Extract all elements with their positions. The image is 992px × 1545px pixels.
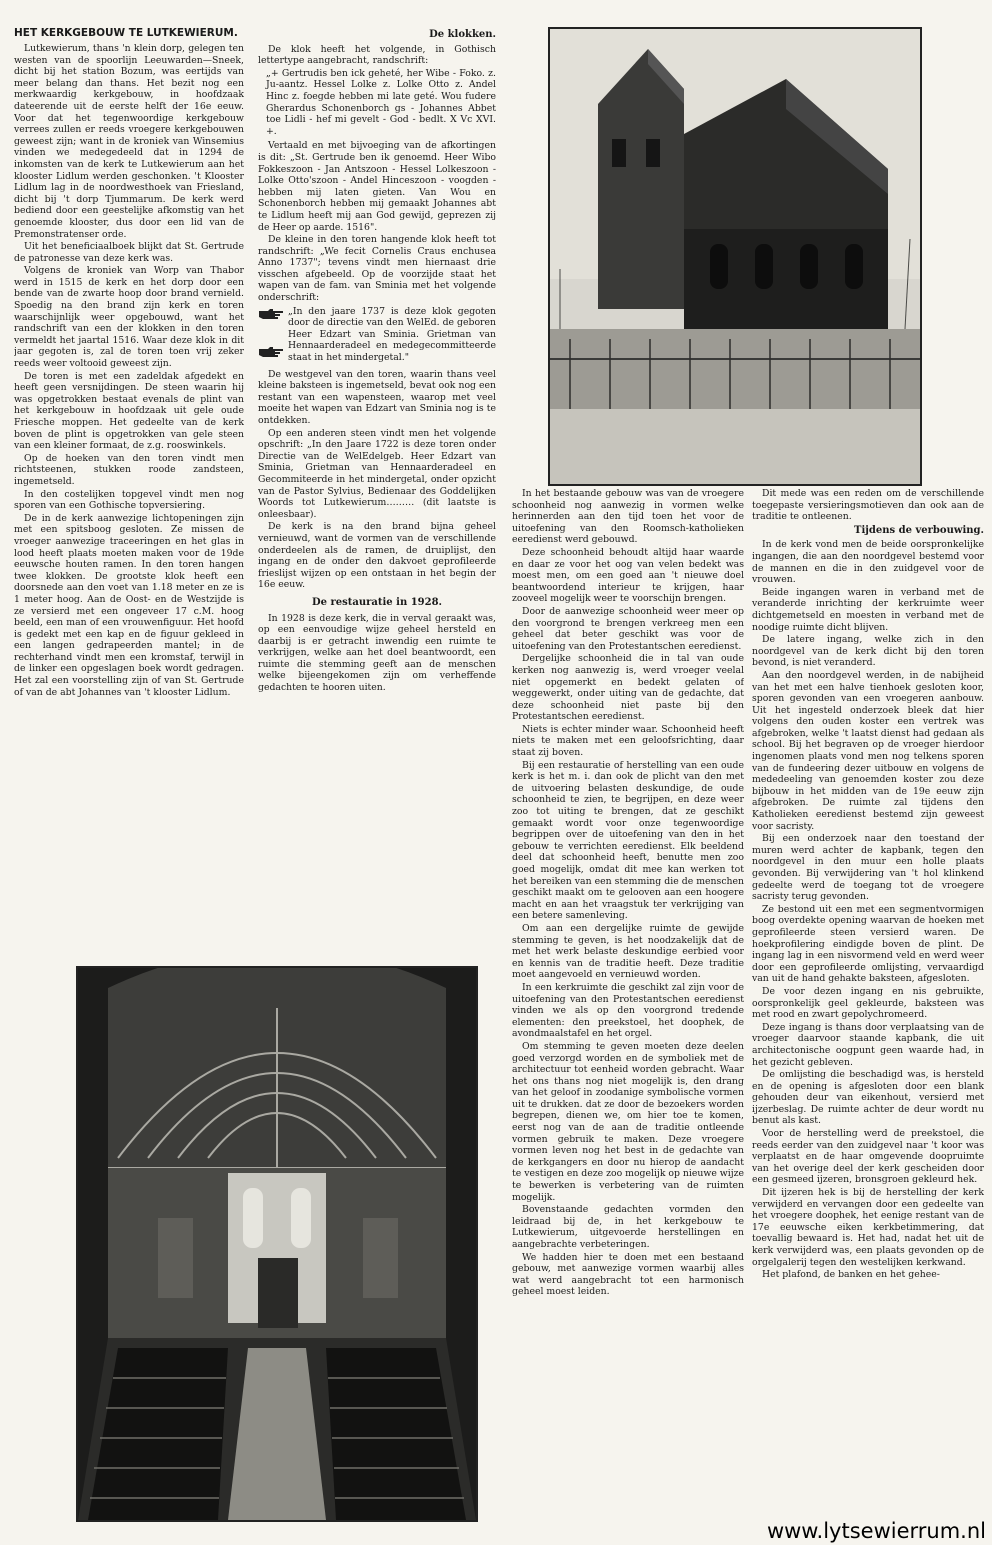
paragraph: Dergelijke schoonheid die in tal van oude kerken nog aanwezig is, werd vroeger veelal niet opgemerkt en bedekt gelaten of weggewerkt, onder uiting van de gedachte, dat deze schoonheid niet paste bij den Protestantschen eeredienst.	[512, 653, 744, 723]
paragraph: Om aan een dergelijke ruimte de gewijde stemming te geven, is het noodzakelijk dat de met het werk belaste deskundige eerbied voor en kennis van de traditie heeft. Deze traditie moet aangevoeld en vernieuwd worden.	[512, 922, 744, 981]
bell-quote	[258, 306, 496, 365]
section-heading-klokken: De klokken.	[429, 29, 496, 40]
paragraph: Vertaald en met bijvoeging van de afkortingen is dit: „St. Gertrude ben ik genoemd. Heer Wibo Fokkeszoon - Jan Antszoon - Hessel Lolkeszoon - Lolke Otto'szoon - Andel Hinceszoon - voogden - hebben mij laten gieten. Van Wou en Schonenborch hebben mij gemaakt Johannes abt te Lidlum heeft mij aan God gewijd, geprezen zij de Heer op aarde. 1516".	[258, 140, 496, 233]
website-watermark[interactable]: www.lytsewierrum.nl	[766, 1519, 986, 1543]
paragraph: Beide ingangen waren in verband met de veranderde inrichting der kerkruimte weer dichtgemetseld en moesten in verband met de noodige ruimte dicht blijven.	[752, 586, 984, 633]
paragraph: Niets is echter minder waar. Schoonheid heeft niets te maken met een geloofsrichting, daar staat zij boven.	[512, 723, 744, 759]
paragraph: In het bestaande gebouw was van de vroegere schoonheid nog aanwezig in vormen welke herinnerden aan den tijd toen het voor de uitoefening van den Roomsch-katholieken eeredienst werd gebouwd.	[512, 488, 744, 546]
paragraph: De kleine in den toren hangende klok heeft tot randschrift: „We fecit Cornelis Craus enchusea Anno 1737"; tevens vindt men hiernaast drie visschen afgebeeld. Op de voorzijde staat het wapen van de fam. van Sminia met het volgende onderschrift:	[258, 234, 496, 304]
paragraph: Op de hoeken van den toren vindt men richtsteenen, stukken roode zandsteen, ingemetseld.	[14, 452, 244, 487]
church-interior-photo	[76, 966, 478, 1522]
pointing-hand-icon	[258, 346, 284, 358]
paragraph: Bovenstaande gedachten vormden den leidraad bij de, in het kerkgebouw te Lutkewierum, uitgevoerde herstellingen en aangebrachte verbeteringen.	[512, 1204, 744, 1250]
paragraph: In een kerkruimte die geschikt zal zijn voor de uitoefening van den Protestantschen eeredienst vinden we als op den voorgrond tredende elementen: den preekstoel, het doophek, de avondmaalstafel en het orgel.	[512, 981, 744, 1040]
column-4	[752, 488, 984, 1516]
paragraph: Bij een onderzoek naar den toestand der muren werd achter de kapbank, tegen den noordgevel in den muur een holle plaats gevonden. Bij verwijdering van 't hol klinkend gedeelte werd de toegang tot de vroegere sacristy terug gevonden.	[752, 833, 984, 903]
paragraph: Dit mede was een reden om de verschillende toegepaste versieringsmotieven dan ook aan de traditie te ontleenen.	[752, 488, 984, 523]
paragraph: De in de kerk aanwezige lichtopeningen zijn met een spitsboog gesloten. Ze missen de vroeger aanwezige traceeringen en het glas in lood heeft plaats moeten maken voor de 19de eeuwsche houten ramen. In den toren hangen twee klokken. De grootste klok heeft een doorsnede aan den voet van 1.18 meter en ze is 1 meter hoog. Aan de Oost- en de Westzijde is ze versierd met een ongeveer 17 c.M. hoog beeld, een man of een vrouwenfiguur. Het hoofd is gedekt met een kap en de figuur gekleed in een langen gedrapeerden mantel; in de rechterhand vindt men een kromstaf, terwijl in de linker een opgeslagen boek wordt gedragen. Het zal een voorstelling zijn of van St. Gertrude of van de abt Johannes van 't klooster Lidlum.	[14, 512, 244, 698]
paragraph: We hadden hier te doen met een bestaand gebouw, met aanwezige vormen waarbij alles wat werd aangebracht tot een harmonisch geheel moest leiden.	[512, 1251, 744, 1298]
paragraph: De kerk is na den brand bijna geheel vernieuwd, want de vormen van de verschillende onderdeelen als de ramen, de druiplijst, den ingang en de onder den dakvoet geprofileerde frieslijst wijzen op een ontstaan in het begin der 16e eeuw.	[258, 521, 496, 591]
paragraph: De westgevel van den toren, waarin thans veel kleine baksteen is ingemetseld, bevat ook nog een restant van een wapensteen, waarop met veel moeite het wapen van Edzart van Sminia nog is te ontdekken.	[258, 368, 496, 426]
paragraph: Volgens de kroniek van Worp van Thabor werd in 1515 de kerk en het dorp door een bende van de zwarte hoop door brand vernield. Spoedig na den brand zijn kerk en toren waarschijnlijk weer opgebouwd, want het randschrift van een der klokken in den toren vermeldt het jaartal 1516. Waar deze klok in dit jaar gegoten is, zal de toren toen vrij zeker reeds weer voltooid geweest zijn.	[14, 265, 244, 370]
column-2	[258, 27, 496, 947]
pointing-hand-icon	[258, 308, 284, 320]
paragraph: Deze schoonheid behoudt altijd haar waarde en daar ze voor het oog van velen bedekt was moest men, om een goed aan 't nieuwe doel beantwoordend interieur te krijgen, haar zooveel mogelijk weer te voorschijn brengen.	[512, 546, 744, 605]
paragraph: De klok heeft het volgende, in Gothisch lettertype aangebracht, randschrift:	[258, 43, 496, 67]
bell-inscription: „+ Gertrudis ben ick geheté, her Wibe - Foko. z. Ju-aantz. Hessel Lolke z. Lolke Otto z. Andel Hinc z. foegde hebben mi late geté. Wou fudere Gherardus Schonenborch gs - Johannes Abbet toe Lidli - hef mi gevelt - God - bedlt. X Vc XVI. +.	[266, 67, 496, 137]
paragraph: Voor de herstelling werd de preekstoel, die reeds eerder van den zuidgevel naar 't koor was verplaatst en de haar omgevende doopruimte van het overige deel der kerk gescheiden door een gesmeed ijzeren, bronsgroen gekleurd hek.	[752, 1128, 984, 1186]
paragraph: De omlijsting die beschadigd was, is hersteld en de opening is afgesloten door een blank gehouden deur van eikenhout, versierd met ijzerbeslag. De ruimte achter de deur wordt nu benut als kast.	[752, 1069, 984, 1127]
paragraph: De voor dezen ingang en nis gebruikte, oorspronkelijk geel gekleurde, baksteen was met rood en zwart gepolychromeerd.	[752, 985, 984, 1021]
paragraph: Deze ingang is thans door verplaatsing van de vroeger daarvoor staande kapbank, die uit architectonische oogpunt geen waarde had, in het gezicht gebleven.	[752, 1021, 984, 1068]
column-1	[14, 27, 244, 947]
section-heading-verbouwing: Tijdens de verbouwing.	[854, 524, 984, 536]
section-heading-restauratie: De restauratie in 1928.	[311, 596, 443, 608]
paragraph: Door de aanwezige schoonheid weer meer op den voorgrond te brengen verkreeg men een geheel dat beter geschikt was voor de uitoefening van den Protestantschen eeredienst.	[512, 605, 744, 652]
paragraph: Ze bestond uit een met een segmentvormigen boog overdekte opening waarvan de hoeken met geprofileerde steen versierd waren. De hoekprofilering eindigde boven de plint. De ingang lag in een nisvormend veld en werd weer door een geprofileerde omlijsting, vervaardigd van uit de hand gehakte baksteen, afgesloten.	[752, 903, 984, 985]
paragraph: In den costelijken topgevel vindt men nog sporen van een Gothische topversiering.	[14, 488, 244, 512]
paragraph: In de kerk vond men de beide oorspronkelijke ingangen, die aan den noordgevel bestemd voor de mannen en die in den zuidgevel voor de vrouwen.	[752, 539, 984, 586]
paragraph: Het plafond, de banken en het gehee-	[762, 1269, 940, 1281]
paragraph: Dit ijzeren hek is bij de herstelling der kerk verwijderd en vervangen door een gedeelte van het vroegere doophek, het eenige restant van de 17e eeuwsche eiken kerkbetimmering, dat toevallig bewaard is. Het had, nadat het uit de kerk verwijderd was, een plaats gevonden op de orgelgalerij tegen den westelijken kerkwand.	[752, 1187, 984, 1268]
quote-text: „In den jaare 1737 is deze klok gegoten door de directie van den WelEd. de geboren Heer Edzart van Sminia. Grietman van Hennaarderadeel en medegecommitteerde staat in het mindergetal."	[288, 305, 496, 364]
paragraph: De latere ingang, welke zich in den noordgevel van de kerk dicht bij den toren bevond, is niet veranderd.	[752, 634, 984, 669]
paragraph: Om stemming te geven moeten deze deelen goed verzorgd worden en de symboliek met de architectuur tot eenheid worden gebracht. Waar het ons thans nog niet mogelijk is, den drang van het geloof in zoodanige symbolische vormen uit te drukken. dat ze door de bezoekers worden begrepen, dienen we, om hier toe te komen, eerst nog van de aan de traditie ontleende vormen gebruik te maken. Deze vroegere vormen leven nog het best in de gedachte van de kerkgangers en door nu hierop de aandacht te vestigen en deze zoo mogelijk op nieuwe wijze te bewerken is verbetering van de ruimten mogelijk.	[512, 1040, 744, 1203]
paragraph: Uit het beneficiaalboek blijkt dat St. Gertrude de patronesse van deze kerk was.	[14, 241, 244, 264]
paragraph: In 1928 is deze kerk, die in verval geraakt was, op een eenvoudige wijze geheel hersteld en daarbij is er getracht inwendig een ruimte te verkrijgen, welke aan het doel beantwoordt, een ruimte die stemming geeft aan de menschen welke bijeengekomen zijn om verheffende gedachten te hooren uiten.	[258, 612, 496, 694]
paragraph: Lutkewierum, thans 'n klein dorp, gelegen ten westen van de spoorlijn Leeuwarden—Sneek, dicht bij het station Bozum, was eertijds van meer belang dan thans. Het bezit nog een merkwaardig kerkgebouw, in hoofdzaak dateerende uit de eerste helft der 16e eeuw. Voor dat het tegenwoordige kerkgebouw verrees zullen er reeds vroegere kerkgebouwen geweest zijn; want in de kroniek van Winsemius vinden we medegedeeld dat in 1294 de inkomsten van de kerk te Lutkewierum aan het klooster Lidlum werden geschonken. 't Klooster Lidlum lag in de noordwesthoek van Friesland, dicht bij 't dorp Tjummarum. De kerk werd bediend door een geestelijke afkomstig van het genoemde klooster, dus door een lid van de Premonstratenser orde.	[14, 43, 244, 240]
church-exterior-photo	[548, 27, 922, 486]
paragraph: De toren is met een zadeldak afgedekt en heeft geen versnijdingen. De steen waarin hij was opgetrokken bestaat evenals de plint van het kerkgebouw in hoofdzaak uit gele oude Friesche moppen. Het gedeelte van de kerk boven de plint is opgetrokken van gele steen van een kleiner formaat, de z.g. rooswinkels.	[14, 370, 244, 452]
paragraph: Aan den noordgevel werden, in de nabijheid van het met een halve tienhoek gesloten koor, sporen gevonden van een vroegeren aanbouw. Uit het ingesteld onderzoek bleek dat hier volgens den ouden koster een vertrek was afgebroken, welke 't laatst dienst had gedaan als school. Bij het begraven op de vroeger hierdoor ingenomen plaats vond men nog telkens sporen van de fundeering dezer uitbouw en volgens de mededeeling van genoemden koster zou deze bijbouw in het midden van de 19e eeuw zijn afgebroken. De ruimte zal tijdens den Katholieken eeredienst bestemd zijn geweest voor sacristy.	[752, 669, 984, 832]
article-title: HET KERKGEBOUW TE LUTKEWIERUM.	[14, 27, 238, 39]
paragraph: Op een anderen steen vindt men het volgende opschrift: „In den Jaare 1722 is deze toren onder Directie van de WelEdelgeb. Heer Edzart van Sminia, Grietman van Hennaarderadeel en Gecommiteerde in het mindergetal, onder opzicht van de Pastor Sylvius, Bedienaar des Goddelijken Woords tot Lutkewierum……… (dit laatste is onleesbaar).	[258, 427, 496, 520]
column-3	[512, 488, 744, 1528]
paragraph: Bij een restauratie of herstelling van een oude kerk is het m. i. dan ook de plicht van den met de uitvoering belasten deskundige, de oude schoonheid te zien, te begrijpen, en deze weer zoo tot uiting te brengen, dat ze geschikt gemaakt wordt voor onze tegenwoordige begrippen over de uitoefening van den in het gebouw te verrichten eeredienst. Elk beeldend deel dat schoonheid heeft, benutte men zoo goed mogelijk, omdat dit mee kan werken tot het bereiken van een stemming die de menschen geschikt maakt om te gelooven aan een hoogere macht en aan het vraagstuk ter verkrijging van een betere samenleving.	[512, 759, 744, 922]
